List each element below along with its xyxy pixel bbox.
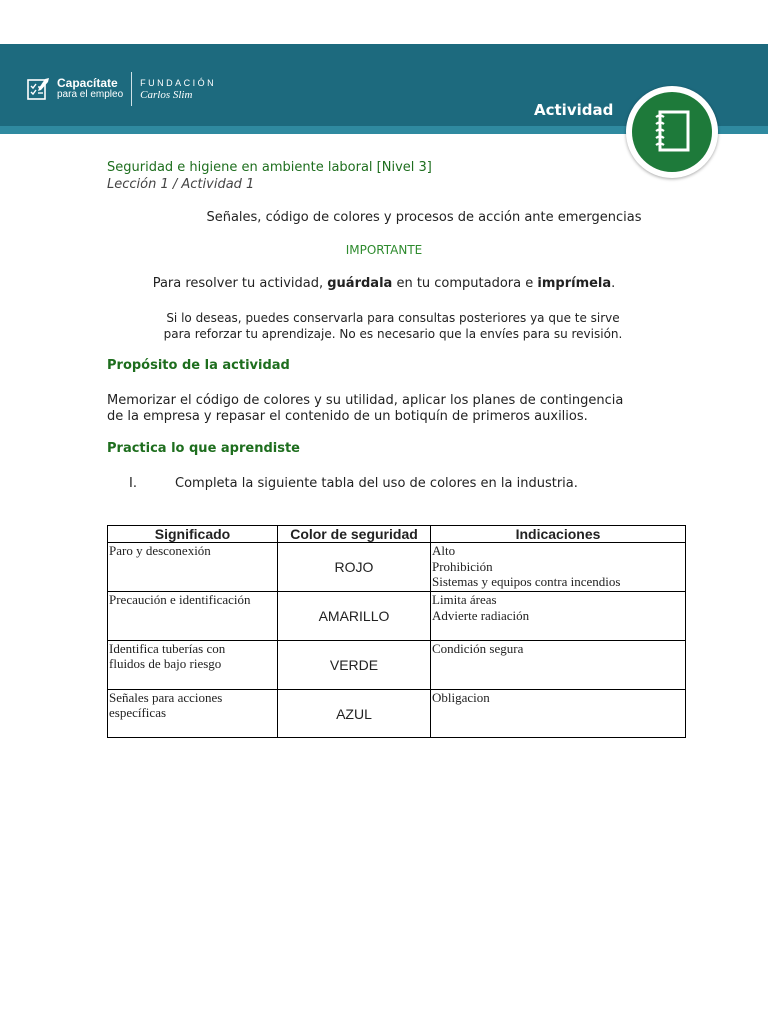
instruction-part2: en tu computadora e bbox=[392, 276, 538, 291]
important-label: IMPORTANTE bbox=[345, 243, 423, 257]
header-meaning: Significado bbox=[108, 526, 278, 543]
logo-divider bbox=[131, 72, 132, 106]
note-text bbox=[108, 310, 678, 342]
practice-item bbox=[129, 476, 578, 491]
color-cell: ROJO bbox=[278, 543, 431, 592]
note-line-2: para reforzar tu aprendizaje. No es necesario que la envíes para su revisión. bbox=[163, 327, 623, 341]
meaning-line: Señales para acciones bbox=[109, 690, 223, 705]
note-line-1: Si lo deseas, puedes conservarla para consultas posteriores ya que te sirve bbox=[166, 311, 620, 325]
course-title: Seguridad e higiene en ambiente laboral [Nivel 3] bbox=[107, 160, 432, 175]
logo-sub-text: para el empleo bbox=[57, 89, 124, 100]
instruction-bold2: imprímela bbox=[537, 276, 612, 291]
purpose-heading: Propósito de la actividad bbox=[107, 358, 290, 373]
item-text: Completa la siguiente tabla del uso de colores en la industria. bbox=[175, 476, 578, 491]
activity-badge bbox=[626, 86, 718, 178]
foundation-bottom-text: Carlos Slim bbox=[140, 89, 193, 101]
activity-label: Actividad bbox=[534, 101, 614, 119]
logo-main-text: Capacítate bbox=[57, 76, 118, 90]
instruction-part3: . bbox=[611, 276, 616, 291]
instruction-text bbox=[0, 276, 768, 291]
indication-line: Limita áreas bbox=[432, 592, 497, 607]
header-color: Color de seguridad bbox=[278, 526, 431, 543]
table-row bbox=[108, 592, 686, 641]
meaning-line: Precaución e identificación bbox=[109, 592, 251, 607]
indication-line: Sistemas y equipos contra incendios bbox=[432, 574, 621, 589]
item-number: I. bbox=[129, 476, 137, 491]
table-header-row bbox=[108, 526, 686, 543]
color-table bbox=[107, 525, 686, 738]
foundation-top-text: FUNDACIÓN bbox=[140, 78, 217, 88]
indication-line: Prohibición bbox=[432, 558, 493, 574]
color-cell: AZUL bbox=[278, 690, 431, 738]
header-indications: Indicaciones bbox=[431, 526, 686, 543]
table-row bbox=[108, 690, 686, 738]
lesson-label: Lección 1 / Actividad 1 bbox=[107, 177, 255, 192]
purpose-line-1: Memorizar el código de colores y su utilidad, aplicar los planes de contingencia bbox=[107, 393, 624, 408]
indications-cell bbox=[431, 543, 686, 592]
meaning-line: Paro y desconexión bbox=[109, 543, 211, 558]
meaning-line: Identifica tuberías con bbox=[109, 641, 226, 656]
foundation-logo bbox=[140, 77, 216, 101]
capacitate-logo bbox=[26, 72, 216, 106]
meaning-line: específicas bbox=[109, 705, 167, 720]
badge-circle bbox=[632, 92, 712, 172]
instruction-bold1: guárdala bbox=[327, 276, 393, 291]
indication-line: Advierte radiación bbox=[432, 607, 530, 623]
color-cell: VERDE bbox=[278, 641, 431, 690]
meaning-line: fluidos de bajo riesgo bbox=[109, 656, 222, 671]
indications-cell bbox=[431, 690, 686, 738]
table-row bbox=[108, 641, 686, 690]
meaning-cell bbox=[108, 690, 278, 738]
instruction-part1: Para resolver tu actividad, bbox=[152, 276, 328, 291]
meaning-cell bbox=[108, 543, 278, 592]
activity-subtitle: Señales, código de colores y procesos de acción ante emergencias bbox=[206, 210, 642, 225]
meaning-cell bbox=[108, 641, 278, 690]
checklist-icon bbox=[26, 77, 52, 101]
practice-heading: Practica lo que aprendiste bbox=[107, 441, 301, 456]
indications-cell bbox=[431, 641, 686, 690]
indication-line: Obligacion bbox=[432, 690, 490, 705]
indication-line: Alto bbox=[432, 543, 456, 558]
purpose-text bbox=[107, 393, 677, 425]
color-cell: AMARILLO bbox=[278, 592, 431, 641]
indication-line: Condición segura bbox=[432, 641, 524, 656]
meaning-cell bbox=[108, 592, 278, 641]
notebook-icon bbox=[632, 92, 712, 172]
purpose-line-2: de la empresa y repasar el contenido de un botiquín de primeros auxilios. bbox=[107, 409, 588, 424]
table-row bbox=[108, 543, 686, 592]
indications-cell bbox=[431, 592, 686, 641]
